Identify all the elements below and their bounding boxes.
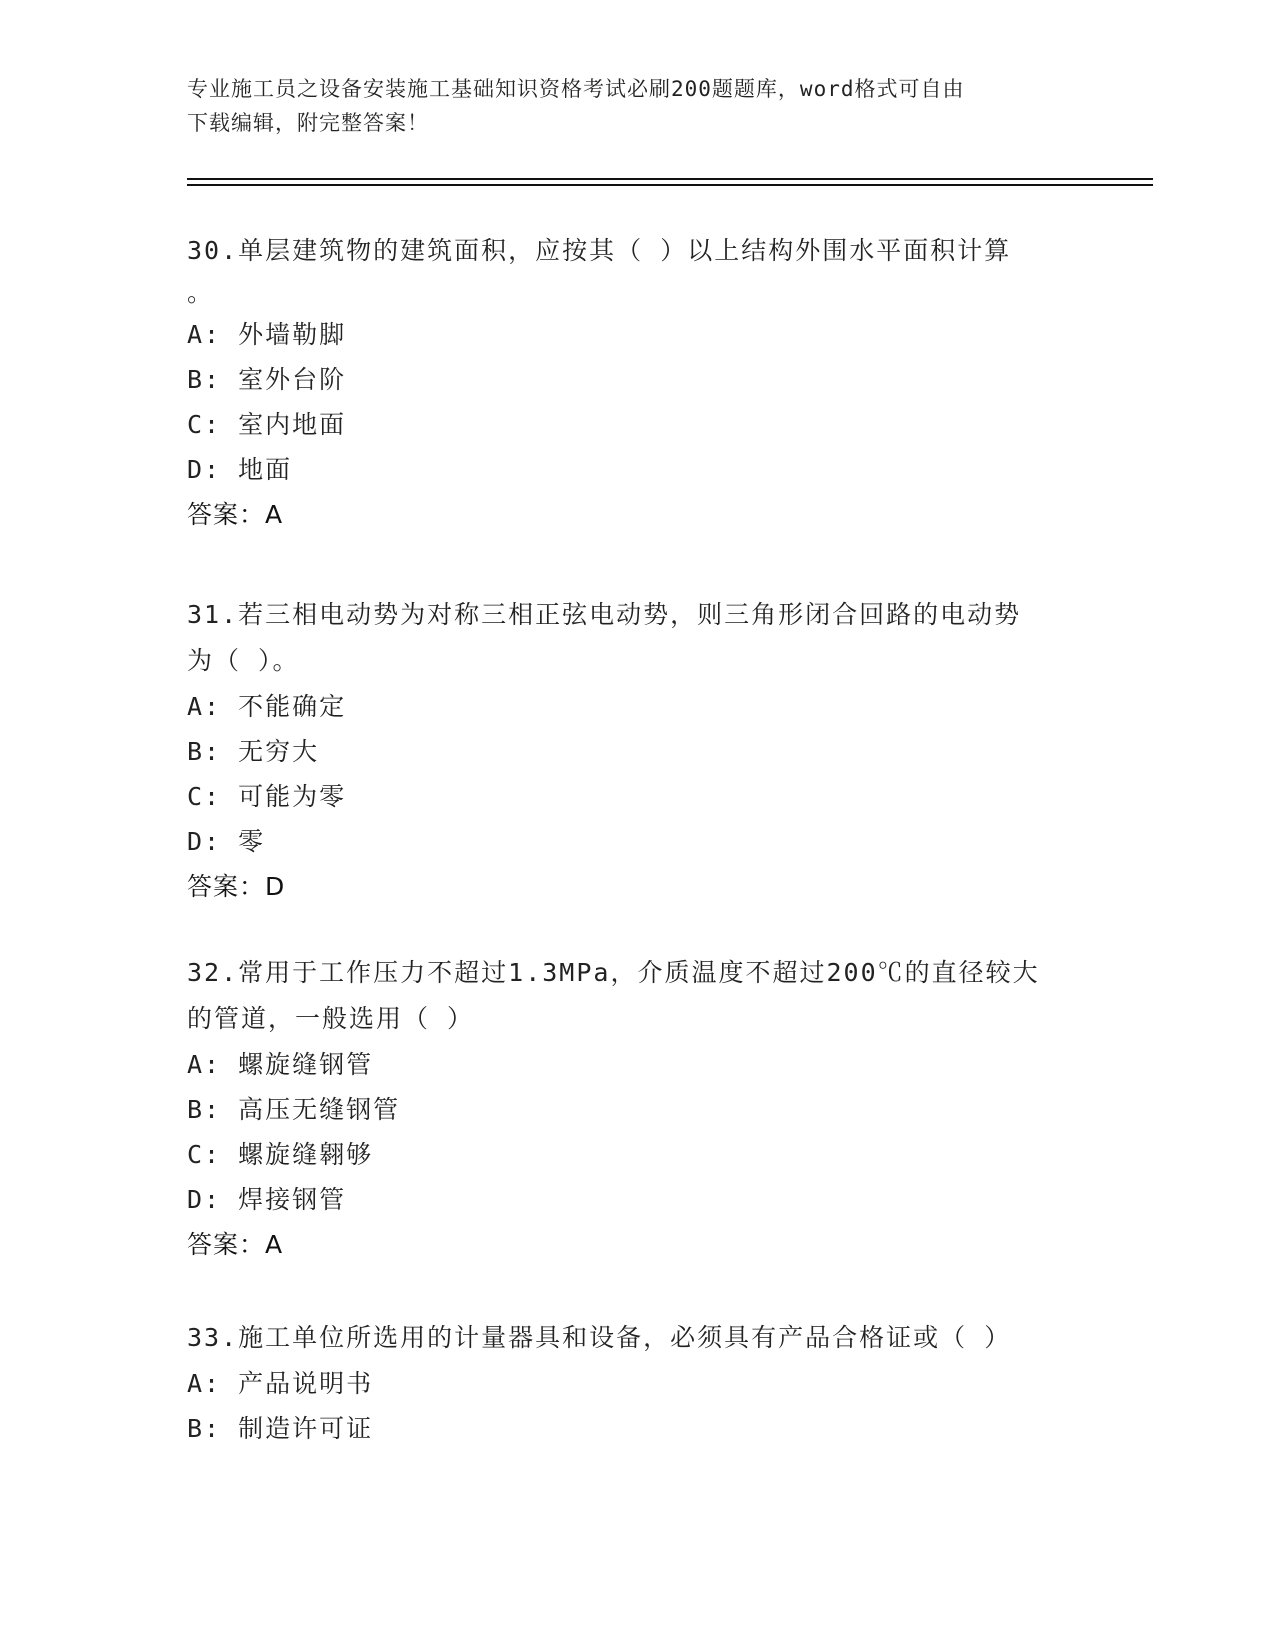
option-c: C: 可能为零: [187, 782, 347, 811]
question-stem: 32.常用于工作压力不超过1.3MPa，介质温度不超过200℃的直径较大: [187, 958, 1040, 987]
option-b: B: 无穷大: [187, 737, 320, 766]
question-stem-continued: 的管道，一般选用（ ）: [187, 1004, 475, 1033]
answer: 答案：D: [187, 872, 286, 901]
option-d: D: 零: [187, 827, 266, 856]
question-32: [187, 950, 1087, 1268]
option-a: A: 不能确定: [187, 692, 347, 721]
answer: 答案：A: [187, 1230, 284, 1259]
option-c: C: 室内地面: [187, 410, 347, 439]
option-d: D: 焊接钢管: [187, 1185, 347, 1214]
question-stem-continued: 为（ ）。: [187, 646, 300, 675]
option-d: D: 地面: [187, 455, 293, 484]
question-stem: 31.若三相电动势为对称三相正弦电动势，则三角形闭合回路的电动势: [187, 600, 1022, 629]
header-divider-bottom: [187, 184, 1153, 186]
question-30: [187, 228, 1087, 538]
document-header: [187, 72, 1067, 140]
option-a: A: 螺旋缝钢管: [187, 1050, 374, 1079]
option-b: B: 高压无缝钢管: [187, 1095, 401, 1124]
option-a: A: 外墙勒脚: [187, 320, 347, 349]
option-b: B: 制造许可证: [187, 1414, 374, 1443]
question-stem: 30.单层建筑物的建筑面积，应按其（ ）以上结构外围水平面积计算: [187, 236, 1012, 265]
option-b: B: 室外台阶: [187, 365, 347, 394]
header-line-2: 下载编辑，附完整答案！: [187, 111, 429, 135]
question-33: [187, 1315, 1087, 1451]
question-stem: 33.施工单位所选用的计量器具和设备，必须具有产品合格证或（ ）: [187, 1323, 1012, 1352]
option-a: A: 产品说明书: [187, 1369, 374, 1398]
header-divider-top: [187, 178, 1153, 180]
question-31: [187, 592, 1087, 910]
option-c: C: 螺旋缝翱够: [187, 1140, 374, 1169]
question-stem-continued: 。: [187, 278, 215, 307]
answer: 答案：A: [187, 500, 284, 529]
header-line-1: 专业施工员之设备安装施工基础知识资格考试必刷200题题库，word格式可自由: [187, 77, 965, 101]
